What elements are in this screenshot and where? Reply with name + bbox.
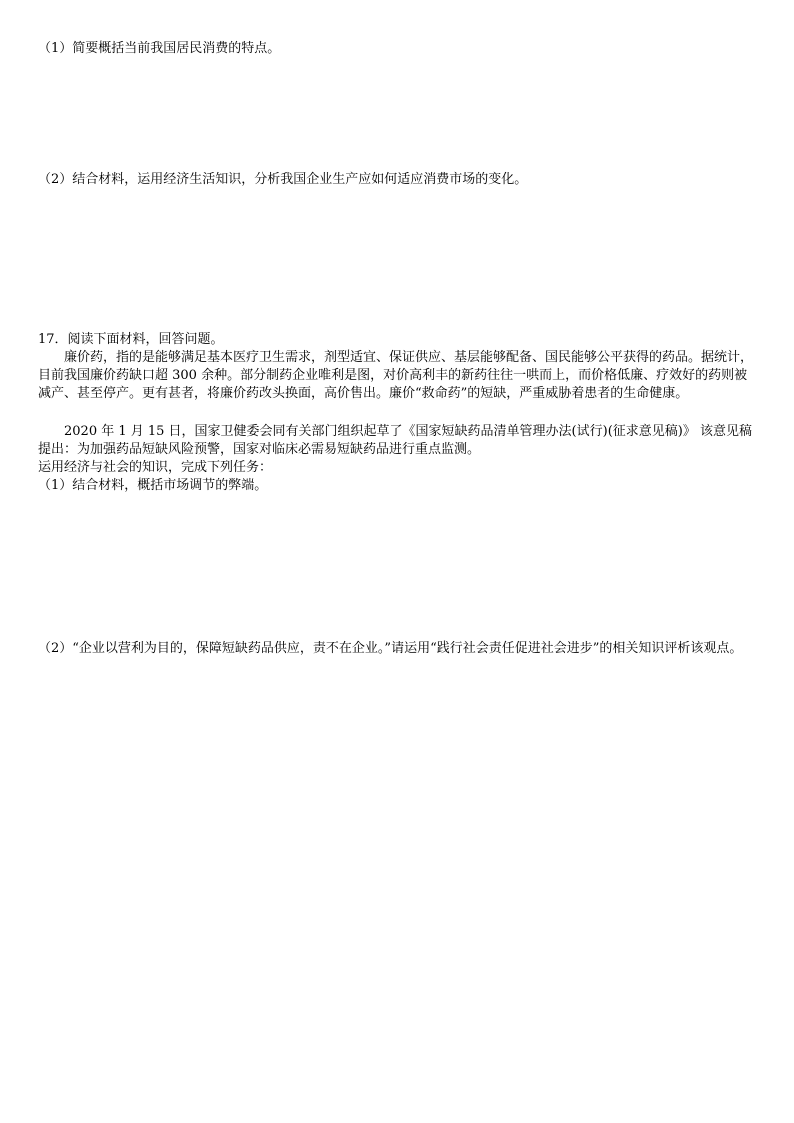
q17-task-instruction: 运用经济与社会的知识，完成下列任务：	[38, 460, 273, 475]
q17-sub1: （1）结合材料，概括市场调节的弊端。	[38, 478, 268, 493]
q17-sub2: （2）“企业以营利为目的，保障短缺药品供应，责不在企业。”请运用“践行社会责任促进社会进步”的相关知识评析该观点。	[38, 641, 743, 656]
q17-material-paragraph-2: 2020 年 1 月 15 日，国家卫健委会同有关部门组织起草了《国家短缺药品清单管理办法(试行)(征求意见稿)》 该意见稿提出：为加强药品短缺风险预警，国家对临床必需易短缺药品进行重点监测。	[38, 424, 752, 457]
q17-header: 17．阅读下面材料，回答问题。	[38, 332, 224, 347]
q17-material-paragraph-1: 廉价药，指的是能够满足基本医疗卫生需求，剂型适宜、保证供应、基层能够配备、国民能够公平获得的药品。据统计，目前我国廉价药缺口超 300 余种。部分制药企业唯利是图，对价高利丰的新药往往一哄而上，而价格低廉、疗效好的药则被减产、甚至停产。更有甚者，将廉价药改头换面，高价售出。廉价“救命药”的短缺，严重威胁着患者的生命健康。	[38, 350, 754, 401]
q16-sub1: （1）简要概括当前我国居民消费的特点。	[38, 41, 281, 56]
q16-sub2: （2）结合材料，运用经济生活知识，分析我国企业生产应如何适应消费市场的变化。	[38, 172, 528, 187]
